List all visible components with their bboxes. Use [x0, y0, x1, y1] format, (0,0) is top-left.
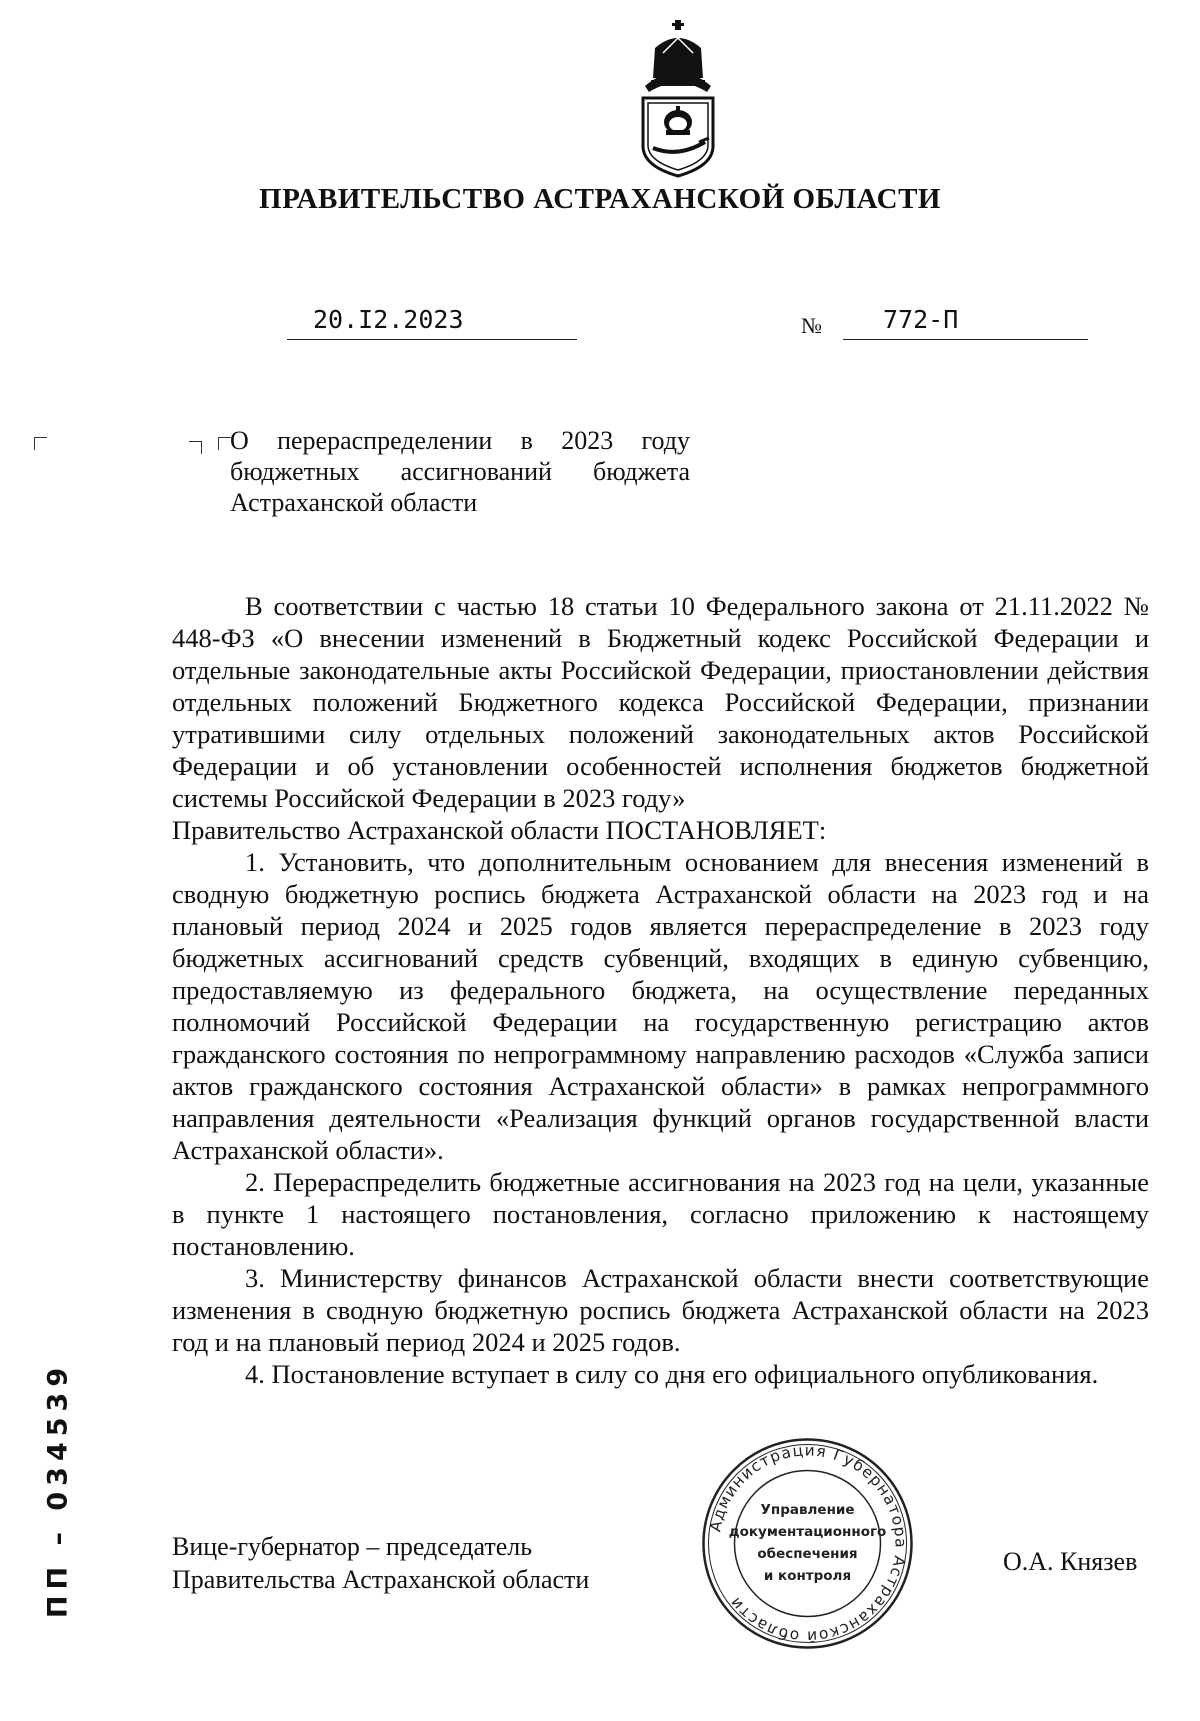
coat-of-arms-icon — [633, 18, 723, 178]
svg-text:Администрация Губернатора Астр — [706, 1441, 909, 1645]
stamp-inner-line: документационного — [728, 1524, 887, 1540]
stamp-inner-line: и контроля — [763, 1568, 852, 1584]
signatory-position — [172, 1530, 589, 1596]
official-stamp — [700, 1436, 915, 1651]
decree-line: Правительство Астраханской области ПОСТАНОВЛЯЕТ: — [172, 815, 827, 845]
subject-line: Астраханской области — [230, 488, 478, 517]
position-line: Вице-губернатор – председатель — [172, 1532, 533, 1561]
date-field — [287, 305, 577, 340]
preamble-paragraph: В соответствии с частью 18 статьи 10 Федерального закона от 21.11.2022 № 448-ФЗ «О внесении изменений в Бюджетный кодекс Российской Федерации и отдельные законодательные акты Российской Федерации, приостановлении действия отдельных положений Бюджетного кодекса Российской Федерации, признании утратившими силу отдельных положений законодательных актов Российской Федерации и об установлении особенностей исполнения бюджетов бюджетной системы Российской Федерации в 2023 году» — [172, 591, 1149, 813]
document-date: 20.I2.2023 — [313, 305, 464, 334]
left-margin-corner-mark — [34, 437, 47, 450]
item-paragraph-1: 1. Установить, что дополнительным основанием для внесения изменений в сводную бюджетную роспись бюджета Астраханской области на 2023 год и на плановый период 2024 и 2025 годов является перераспределение в 2023 году бюджетных ассигнований средств субвенций, входящих в единую субвенцию, предоставляемую из федерального бюджета, на осуществление переданных полномочий Российской Федерации на государственную регистрацию актов гражданского состояния по непрограммному направлению расходов «Служба записи актов гражданского состояния Астраханской области» в рамках непрограммного направления деятельности «Реализация функций органов государственной власти Астраханской области». — [172, 847, 1149, 1165]
document-body — [172, 590, 1149, 1390]
signatory-name: О.А. Князев — [1003, 1547, 1138, 1576]
subject-line: бюджетных ассигнований бюджета — [230, 457, 690, 486]
document-subject — [230, 425, 690, 518]
serial-number — [28, 1361, 88, 1619]
item-paragraph-2: 2. Перераспределить бюджетные ассигнования на 2023 год на цели, указанные в пункте 1 настоящего постановления, согласно приложению к настоящему постановлению. — [172, 1167, 1149, 1261]
number-label: № — [801, 313, 822, 338]
subject-line: О перераспределении в 2023 году — [230, 426, 690, 455]
organization-heading: ПРАВИТЕЛЬСТВО АСТРАХАНСКОЙ ОБЛАСТИ — [259, 183, 941, 215]
document-number: 772-П — [883, 305, 959, 334]
item-paragraph-4: 4. Постановление вступает в силу со дня его официального опубликования. — [245, 1359, 1099, 1389]
stamp-inner-line: обеспечения — [757, 1546, 858, 1562]
position-line: Правительства Астраханской области — [172, 1565, 590, 1594]
number-field — [843, 305, 1088, 340]
stamp-inner-line: Управление — [760, 1502, 855, 1518]
stamp-outer-text: Администрация Губернатора Астраханской области — [706, 1441, 910, 1646]
subject-corner-mark-right — [189, 441, 202, 454]
serial-number-text: ПП – 034539 — [42, 1361, 74, 1619]
item-paragraph-3: 3. Министерству финансов Астраханской области внести соответствующие изменения в сводную бюджетную роспись бюджета Астраханской области на 2023 год и на плановый период 2024 и 2025 годов. — [172, 1263, 1149, 1357]
